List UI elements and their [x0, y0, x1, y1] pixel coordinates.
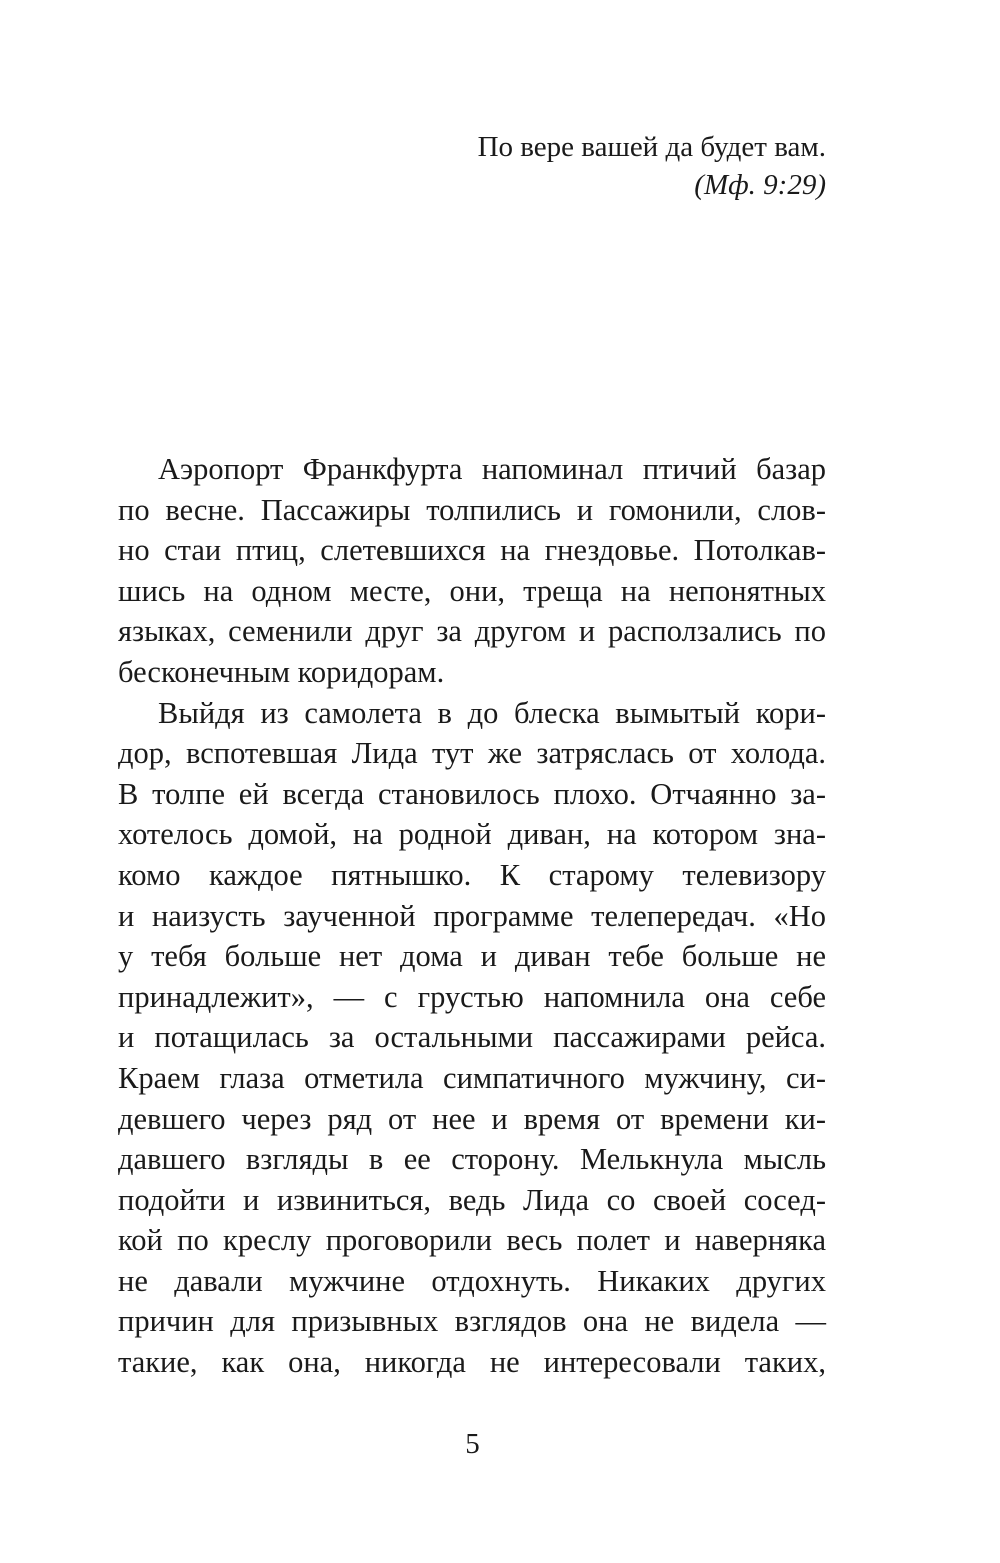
epigraph-quote: По вере вашей да будет вам.	[477, 131, 826, 163]
text-line: такие, как она, никогда не интересовали таких,	[118, 1345, 826, 1380]
text-line: подойти и извиниться, ведь Лида со своей сосед-	[118, 1182, 826, 1217]
epigraph-source: (Мф. 9:29)	[694, 169, 826, 201]
text-line: у тебя больше нет дома и диван тебе больше не	[118, 939, 826, 974]
text-line: принадлежит», — с грустью напомнила она себе	[118, 979, 826, 1014]
text-line: кой по креслу проговорили весь полет и наверняка	[118, 1223, 826, 1258]
text-line: В толпе ей всегда становилось плохо. Отчаянно за-	[118, 776, 826, 811]
text-line: не давали мужчине отдохнуть. Никаких других	[118, 1263, 826, 1298]
text-line: шись на одном месте, они, треща на непонятных	[118, 573, 826, 608]
text-line: комо каждое пятнышко. К старому телевизору	[118, 857, 826, 892]
text-line: бесконечным коридорам.	[118, 654, 445, 689]
body-text	[118, 449, 826, 1383]
epigraph	[478, 128, 826, 204]
paragraph	[118, 693, 826, 1383]
paragraph	[118, 449, 826, 693]
text-line: причин для призывных взглядов она не видела —	[118, 1304, 826, 1339]
text-line: языках, семенили друг за другом и расползались по	[118, 614, 826, 649]
text-line: девшего через ряд от нее и время от времени ки-	[118, 1101, 826, 1136]
text-line: и наизусть заученной программе телепередач. «Но	[118, 898, 826, 933]
text-line: Аэропорт Франкфурта напоминал птичий базар	[158, 452, 826, 486]
page-number: 5	[465, 1428, 480, 1460]
text-line: но стаи птиц, слетевшихся на гнездовье. Потолкав-	[118, 533, 826, 568]
text-line: Выйдя из самолета в до блеска вымытый кори-	[158, 695, 826, 730]
text-line: хотелось домой, на родной диван, на котором зна-	[118, 817, 826, 852]
text-line: и потащилась за остальными пассажирами рейса.	[118, 1020, 826, 1055]
text-line: дор, вспотевшая Лида тут же затряслась от холода.	[118, 736, 826, 771]
text-line: Краем глаза отметила симпатичного мужчину, си-	[118, 1060, 826, 1095]
text-line: давшего взгляды в ее сторону. Мелькнула мысль	[118, 1142, 826, 1177]
text-line: по весне. Пассажиры толпились и гомонили, слов-	[118, 492, 826, 527]
